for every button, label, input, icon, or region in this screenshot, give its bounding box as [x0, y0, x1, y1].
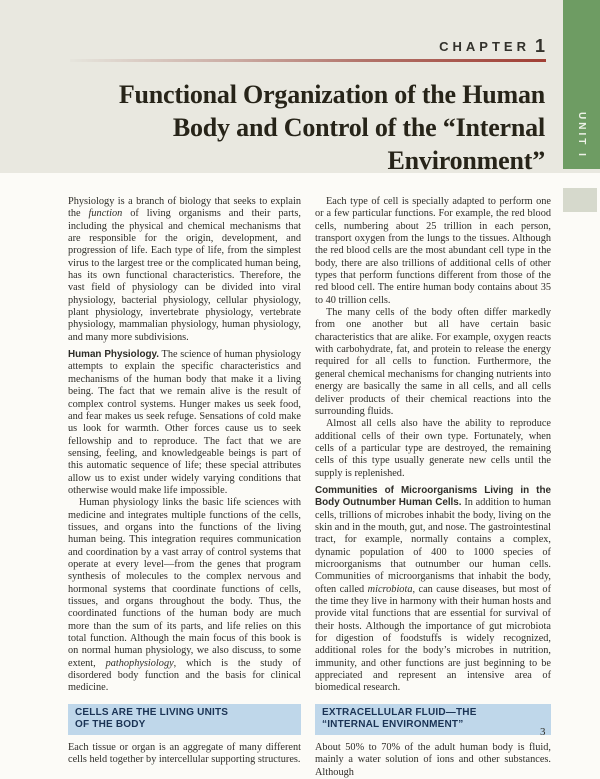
chapter-label [439, 36, 545, 57]
paragraph-text: of living organisms and their parts, including the physical and chemical mechanisms that are responsible for the origin, development, and progression of life. Each type of life, from the simplest virus to the largest tree or the complicated human being, has its own functional characteristics. Therefore, the vast field of physiology can be divided into viral physiology, bacterial physiology, cellular physiology, plant physiology, invertebrate physiology, vertebrate physiology, mammalian physiology, human physiology, and many more subdivisions. [68, 208, 301, 343]
section-heading-line: CELLS ARE THE LIVING UNITS [75, 706, 229, 718]
body-paragraph [315, 307, 551, 418]
paragraph-lead-in: Communities of Microorganisms Living in the Body Outnumber Human Cells. [315, 484, 551, 509]
paragraph-lead-in: Human Physiology. [68, 349, 160, 361]
paragraph-text: Human physiology links the basic life sciences with medicine and integrates multiple functions of the cells, tissues, and organs into the functions of the living human being. This integration requires communication and coordination by a vast array of control systems that operate at every level—from the genes that program synthesis of molecules to the complex nervous and hormonal systems that coordinate functions of cells, tissues, and organs throughout the body. Thus, the coordinated functions of the human body are much more than the sum of its parts, and life relies on this total function. Although the main focus of this book is on normal human physiology, we also discuss, to some extent, [68, 497, 301, 669]
body-paragraph [68, 742, 301, 767]
paragraph-text: Each tissue or organ is an aggregate of many different cells held together by intercellular supporting structures. [68, 741, 301, 766]
body-paragraph [315, 742, 551, 779]
body-paragraph [68, 497, 301, 695]
chapter-header-band [0, 0, 600, 173]
body-paragraph [68, 196, 301, 344]
body-paragraph [315, 196, 551, 307]
unit-tab-block [563, 188, 597, 212]
body-paragraph [315, 418, 551, 480]
body-paragraph [315, 485, 551, 695]
body-paragraph [68, 349, 301, 497]
paragraph-text: About 50% to 70% of the adult human body is fluid, mainly a water solution of ions and other substances. Although [315, 741, 551, 778]
page-number: 3 [540, 726, 546, 738]
italic-term: function [88, 208, 123, 220]
paragraph-text: Physiology is a branch of biology that seeks to explain the [68, 196, 301, 220]
section-heading-line: EXTRACELLULAR FLUID—THE [322, 706, 477, 718]
section-heading-line: OF THE BODY [75, 719, 146, 731]
unit-tab-label: UNIT I [576, 112, 587, 159]
left-text-column [68, 196, 301, 767]
paragraph-text: , can cause diseases, but most of the time they live in harmony with their human hosts and provide vital functions that are essential for survival of their hosts. Although the importance of gut microbiota for digestion of foodstuffs is widely recognized, additional roles for the body’s microbes in nutrition, immunity, and other functions are just beginning to be appreciated and represent an intensive area of biomedical research. [315, 583, 551, 694]
chapter-word: CHAPTER [439, 39, 530, 54]
paragraph-text: Each type of cell is specially adapted to perform one or a few particular functions. For example, the red blood cells, numbering about 25 trillion in each person, transport oxygen from the lungs to the tissues. Although the red blood cells are the most abundant cell type in the body, there are also trillions of additional cells of other types that perform functions different from those of the red blood cell. The entire human body contains about 35 to 40 trillion cells. [315, 196, 551, 306]
section-heading [315, 704, 551, 735]
paragraph-text: , which is the study of disordered body function and the basis for clinical medicine. [68, 657, 301, 694]
right-text-column [315, 196, 551, 779]
chapter-title-line: Environment” [387, 146, 545, 175]
paragraph-text: The many cells of the body often differ markedly from one another but all have certain basic characteristics that are alike. For example, oxygen reacts with carbohydrate, fat, and protein to release the energy required for all cells to function. Furthermore, the general chemical mechanisms for changing nutrients into energy are basically the same in all cells, and all cells deliver products of their chemical reactions into the surrounding fluids. [315, 307, 551, 417]
chapter-title-line: Functional Organization of the Human [118, 80, 545, 109]
section-heading-line: “INTERNAL ENVIRONMENT” [322, 719, 464, 731]
paragraph-text: In addition to human cells, trillions of microbes inhabit the body, living on the skin and in the mouth, gut, and nose. The gastrointestinal tract, for example, normally contains a complex, dynamic population of 400 to 1000 species of microorganisms that outnumber our human cells. Communities of microorganisms that inhabit the body, often called [315, 497, 551, 595]
unit-tab [563, 0, 600, 169]
italic-term: pathophysiology [105, 657, 174, 669]
paragraph-text: The science of human physiology attempts to explain the specific characteristics and mechanisms of the human body that make it a living being. The fact that we remain alive is the result of complex control systems. Hunger makes us seek food, and fear makes us seek refuge. Sensations of cold make us look for warmth. Other forces cause us to seek fellowship and to reproduce. The fact that we are sensing, feeling, and knowledgeable beings is part of this automatic sequence of life; these special attributes allow us to exist under widely varying conditions that otherwise would make life impossible. [68, 349, 301, 496]
chapter-title-line: Body and Control of the “Internal [172, 113, 545, 142]
chapter-rule-divider [70, 59, 546, 62]
paragraph-text: Almost all cells also have the ability to reproduce additional cells of their own type. Fortunately, when cells of a particular type are destroyed, the remaining cells of this type usually generate new cells until the supply is replenished. [315, 418, 551, 479]
section-heading [68, 704, 301, 735]
italic-term: microbiota [367, 583, 413, 595]
chapter-number: 1 [534, 36, 545, 56]
chapter-title [50, 78, 545, 177]
